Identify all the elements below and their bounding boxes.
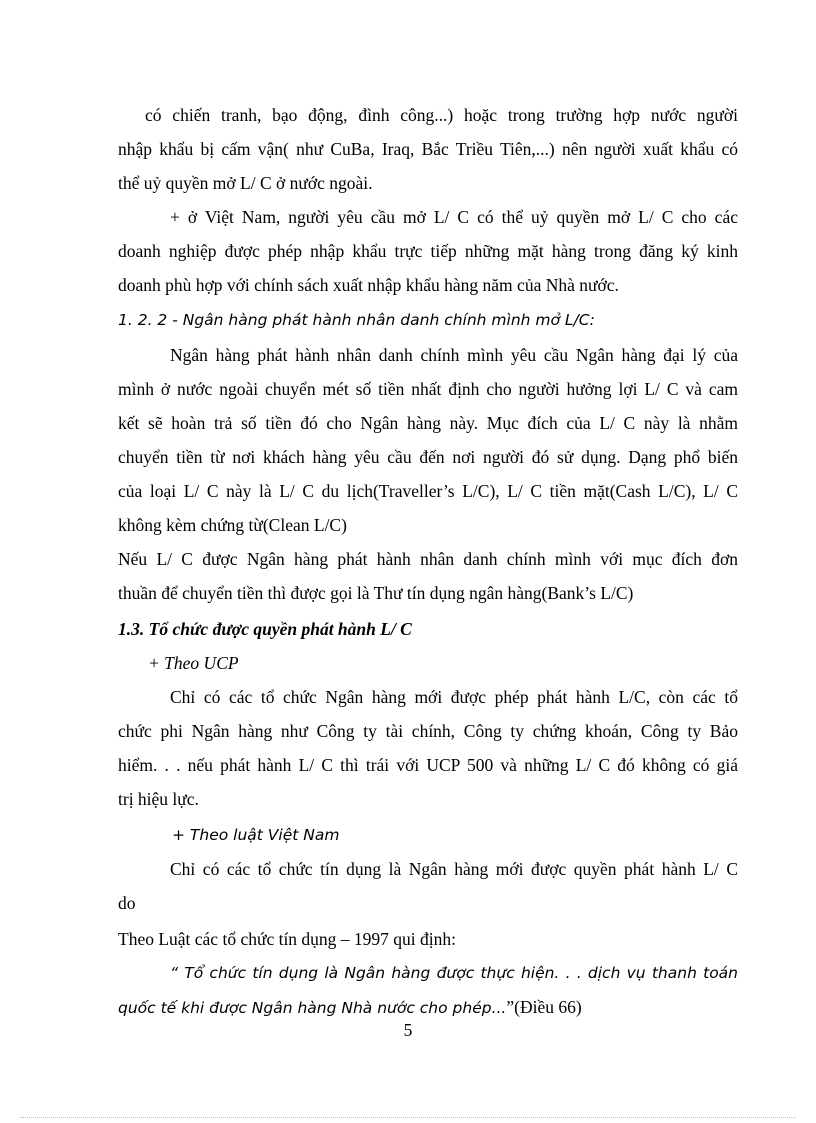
subsection-heading: 1. 2. 2 - Ngân hàng phát hành nhân danh chính mình mở L/C: xyxy=(118,311,595,329)
body-line: của loại L/ C này là L/ C du lịch(Traveller’s L/C), L/ C tiền mặt(Cash L/C), L/ C xyxy=(118,481,738,501)
body-line: Chỉ có các tổ chức Ngân hàng mới được phép phát hành L/C, còn các tổ xyxy=(170,687,738,707)
subheading-theo-ucp: + Theo UCP xyxy=(148,653,239,673)
body-line: do xyxy=(118,893,136,913)
body-line: + ở Việt Nam, người yêu cầu mở L/ C có thể uỷ quyền mở L/ C cho các xyxy=(170,207,738,227)
body-line: kết sẽ hoàn trả số tiền đó cho Ngân hàng này. Mục đích của L/ C này là nhằm xyxy=(118,413,738,433)
body-line: hiểm. . . nếu phát hành L/ C thì trái với UCP 500 và những L/ C đó không có giá xyxy=(118,755,738,775)
body-line: Chỉ có các tổ chức tín dụng là Ngân hàng mới được quyền phát hành L/ C xyxy=(170,859,738,879)
body-line: chuyển tiền từ nơi khách hàng yêu cầu đến nơi người đó sử dụng. Dạng phổ biến xyxy=(118,447,738,467)
quote-line: “ Tổ chức tín dụng là Ngân hàng được thực hiện. . . dịch vụ thanh toán xyxy=(170,964,738,982)
page-bottom-rule xyxy=(20,1117,796,1118)
quote-citation: ”(Điều 66) xyxy=(506,997,582,1017)
quote-line xyxy=(118,996,582,1019)
body-line: không kèm chứng từ(Clean L/C) xyxy=(118,515,347,535)
body-line: nhập khẩu bị cấm vận( như CuBa, Iraq, Bắc Triều Tiên,...) nên người xuất khẩu có xyxy=(118,139,738,159)
body-line: trị hiệu lực. xyxy=(118,789,199,809)
body-line: mình ở nước ngoài chuyển mét số tiền nhất định cho người hưởng lợi L/ C và cam xyxy=(118,379,738,399)
body-line: có chiến tranh, bạo động, đình công...) hoặc trong trường hợp nước người xyxy=(145,105,738,125)
section-heading: 1.3. Tổ chức được quyền phát hành L/ C xyxy=(118,619,412,639)
page-number: 5 xyxy=(403,1020,413,1040)
subheading-theo-luat: + Theo luật Việt Nam xyxy=(172,826,340,844)
body-line: Nếu L/ C được Ngân hàng phát hành nhân danh chính mình với mục đích đơn xyxy=(118,549,738,569)
quote-text: quốc tế khi được Ngân hàng Nhà nước cho phép... xyxy=(118,999,507,1017)
body-line: chức phi Ngân hàng như Công ty tài chính, Công ty chứng khoán, Công ty Bảo xyxy=(118,721,738,741)
body-line: Theo Luật các tổ chức tín dụng – 1997 qui định: xyxy=(118,929,457,949)
body-line: thể uỷ quyền mở L/ C ở nước ngoài. xyxy=(118,173,373,193)
body-line: thuần để chuyển tiền thì được gọi là Thư tín dụng ngân hàng(Bank’s L/C) xyxy=(118,583,634,603)
body-line: Ngân hàng phát hành nhân danh chính mình yêu cầu Ngân hàng đại lý của xyxy=(170,345,738,365)
body-line: doanh phù hợp với chính sách xuất nhập khẩu hàng năm của Nhà nước. xyxy=(118,275,619,295)
body-line: doanh nghiệp được phép nhập khẩu trực tiếp những mặt hàng trong đăng ký kinh xyxy=(118,241,738,261)
